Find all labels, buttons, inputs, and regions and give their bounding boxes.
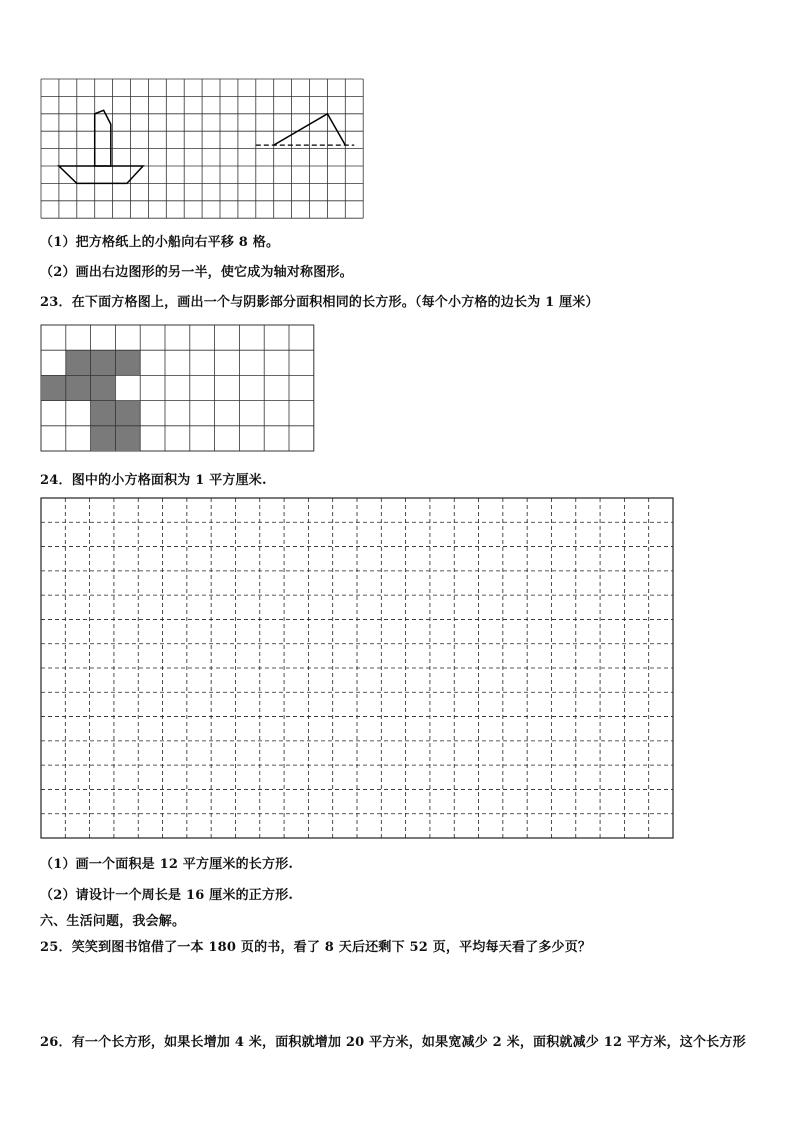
q22-grid-figure [40, 78, 366, 220]
q22-part2-text: （2）画出右边图形的另一半，使它成为轴对称图形。 [40, 265, 353, 280]
q24-grid-figure [40, 497, 676, 841]
shaded-cell [91, 350, 116, 375]
q25-question-text: 25．笑笑到图书馆借了一本 180 页的书，看了 8 天后还剩下 52 页，平均每天看了多少页？ [40, 940, 592, 955]
q24-part1-text: （1）画一个面积是 12 平方厘米的长方形. [40, 857, 294, 872]
shaded-cell [66, 350, 91, 375]
q22-part1-text: （1）把方格纸上的小船向右平移 8 格。 [40, 235, 280, 250]
q22-grid-svg [40, 78, 366, 220]
q23-grid-figure [40, 324, 317, 453]
q23-grid-svg [40, 324, 317, 453]
section6-heading: 六、生活问题，我会解。 [40, 914, 186, 929]
shaded-cell [91, 426, 116, 451]
q23-question-text: 23．在下面方格图上，画出一个与阴影部分面积相同的长方形。（每个小方格的边长为 1 厘米） [40, 295, 599, 310]
shaded-cell [115, 426, 140, 451]
shaded-cell [91, 401, 116, 426]
boat-sail-shape [95, 110, 111, 166]
shaded-cell [41, 375, 66, 400]
q26-question-text: 26．有一个长方形，如果长增加 4 米，面积就增加 20 平方米，如果宽减少 2 米，面积就减少 12 平方米，这个长方形 [40, 1035, 746, 1050]
q24-grid-svg [40, 497, 676, 841]
shaded-cell [66, 375, 91, 400]
shaded-cell [115, 350, 140, 375]
shaded-cell [115, 401, 140, 426]
q24-part2-text: （2）请设计一个周长是 16 厘米的正方形. [40, 888, 294, 903]
shaded-cell [91, 375, 116, 400]
q24-question-text: 24．图中的小方格面积为 1 平方厘米. [40, 473, 267, 488]
